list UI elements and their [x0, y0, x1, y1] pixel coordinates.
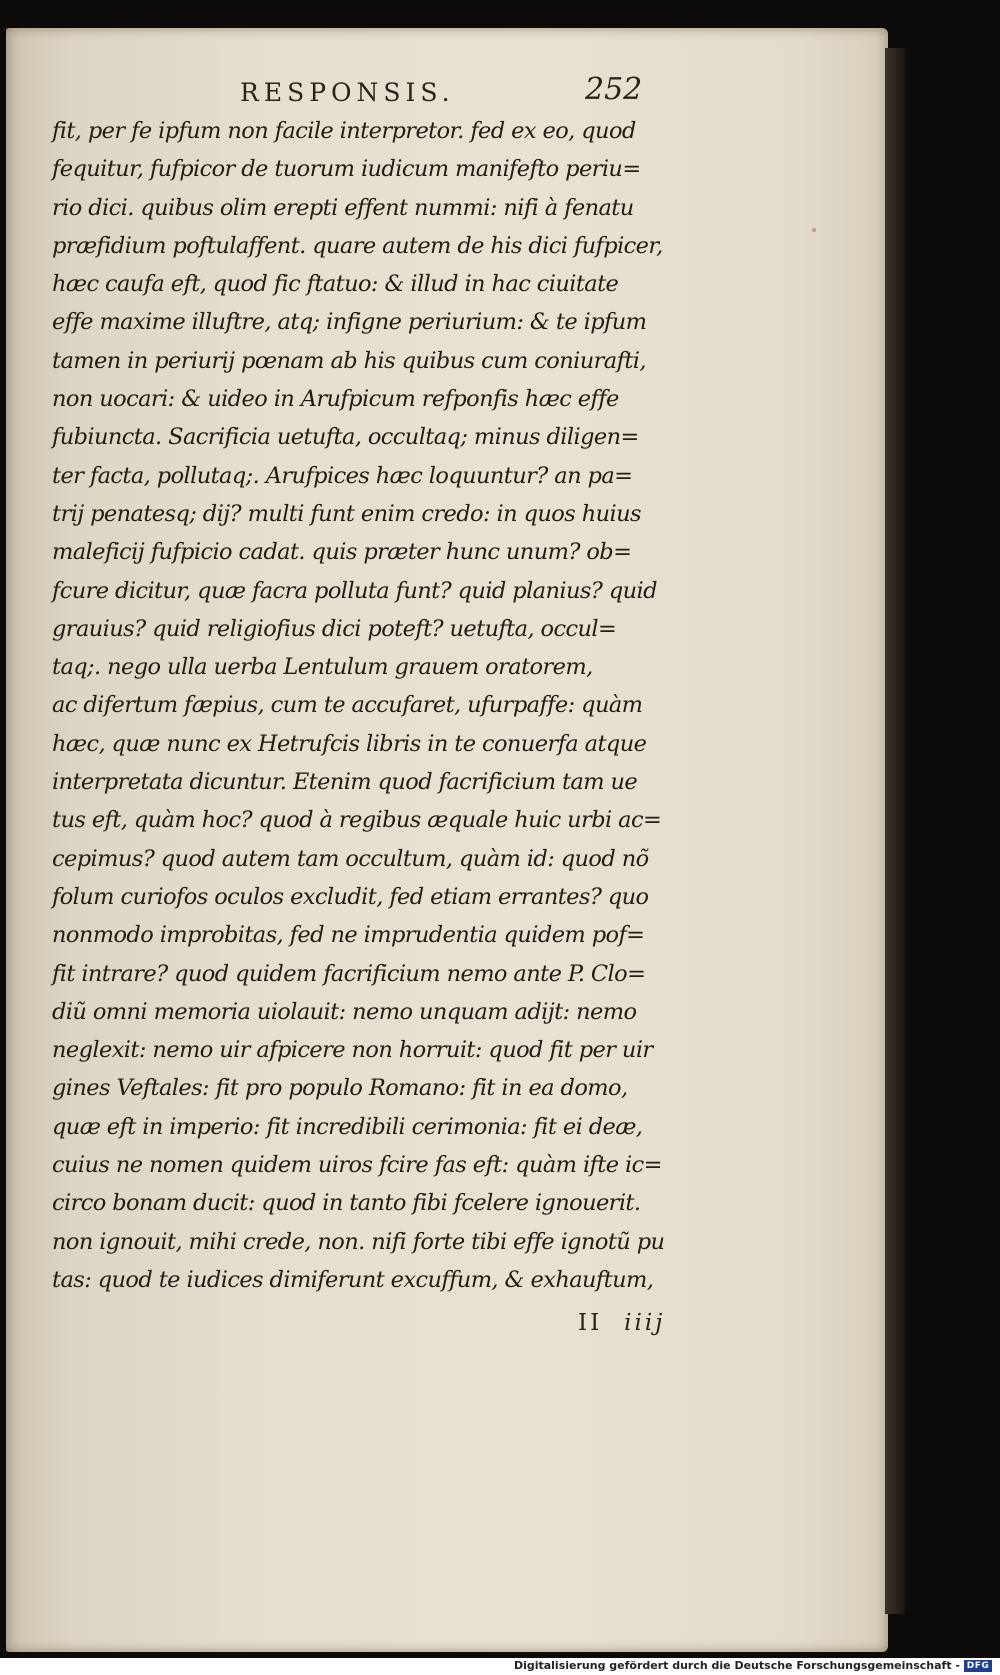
text-line: neglexit: nemo uir afpicere non horruit: quod fit per uir: [52, 1037, 653, 1064]
text-line: taq;. nego ulla uerba Lentulum grauem oratorem,: [52, 654, 593, 681]
text-line: quæ eft in imperio: fit incredibili cerimonia: fit ei deæ,: [52, 1113, 643, 1140]
text-line: gines Veftales: fit pro populo Romano: fit in ea domo,: [52, 1075, 628, 1102]
signature-number: iiij: [624, 1310, 666, 1336]
text-line: tas: quod te iudices dimiferunt excuffum, & exhauftum,: [52, 1266, 654, 1293]
text-line: ac difertum fæpius, cum te accufaret, ufurpaffe: quàm: [52, 692, 643, 719]
text-line: non ignouit, mihi crede, non. nifi forte tibi effe ignotũ pu: [52, 1228, 665, 1255]
text-line: cepimus? quod autem tam occultum, quàm id: quod nõ: [52, 845, 649, 872]
text-line: fit intrare? quod quidem facrificium nemo ante P. Clo=: [52, 960, 646, 987]
funding-credit: Digitalisierung gefördert durch die Deutsche Forschungsgemeinschaft -: [513, 1659, 960, 1672]
text-line: hæc, quæ nunc ex Hetrufcis libris in te conuerfa atque: [52, 730, 647, 757]
text-line: non uocari: & uideo in Arufpicum refponfis hæc effe: [52, 386, 619, 413]
text-line: folum curiofos oculos excludit, fed etiam errantes? quo: [52, 883, 649, 910]
text-line: circo bonam ducit: quod in tanto fibi fcelere ignouerit.: [52, 1190, 641, 1217]
text-line: grauius? quid religiofius dici poteft? uetufta, occul=: [52, 615, 617, 642]
signature-mark: [578, 1310, 665, 1336]
text-line: fcure dicitur, quæ facra polluta funt? quid planius? quid: [52, 577, 657, 604]
body-text: [52, 112, 712, 1299]
text-line: cuius ne nomen quidem uiros fcire fas eft: quàm ifte ic=: [52, 1152, 662, 1179]
page-number: 252: [585, 72, 643, 107]
text-line: fubiuncta. Sacrificia uetufta, occultaq; minus diligen=: [52, 424, 639, 451]
text-line: præfidium poftulaffent. quare autem de his dici fufpicer,: [52, 232, 663, 259]
text-line: rio dici. quibus olim erepti effent nummi: nifi à fenatu: [52, 194, 634, 221]
text-line: tus eft, quàm hoc? quod à regibus æquale huic urbi ac=: [52, 807, 662, 834]
text-line: diũ omni memoria uiolauit: nemo unquam adijt: nemo: [52, 998, 637, 1025]
text-line: fequitur, fufpicor de tuorum iudicum manifefto periu=: [52, 156, 641, 183]
text-line: interpretata dicuntur. Etenim quod facrificium tam ue: [52, 769, 638, 796]
text-line: tamen in periurij pœnam ab his quibus cum coniurafti,: [52, 347, 646, 374]
text-line: effe maxime illuftre, atq; infigne periurium: & te ipfum: [52, 309, 647, 336]
text-line: hæc caufa eft, quod fic ftatuo: & illud in hac ciuitate: [52, 271, 619, 298]
page-edge-shadow: [885, 48, 905, 1614]
paper-spot: [812, 228, 816, 232]
text-line: maleficij fufpicio cadat. quis præter hunc unum? ob=: [52, 539, 632, 566]
text-line: fit, per fe ipfum non facile interpretor. fed ex eo, quod: [52, 118, 636, 144]
running-head: RESPONSIS.: [240, 78, 455, 107]
signature-letters: II: [578, 1310, 603, 1336]
text-line: trij penatesq; dij? multi funt enim credo: in quos huius: [52, 500, 641, 527]
text-line: nonmodo improbitas, fed ne imprudentia quidem pof=: [52, 922, 645, 949]
text-line: ter facta, pollutaq;. Arufpices hæc loquuntur? an pa=: [52, 462, 633, 489]
dfg-logo: DFG: [964, 1660, 992, 1672]
